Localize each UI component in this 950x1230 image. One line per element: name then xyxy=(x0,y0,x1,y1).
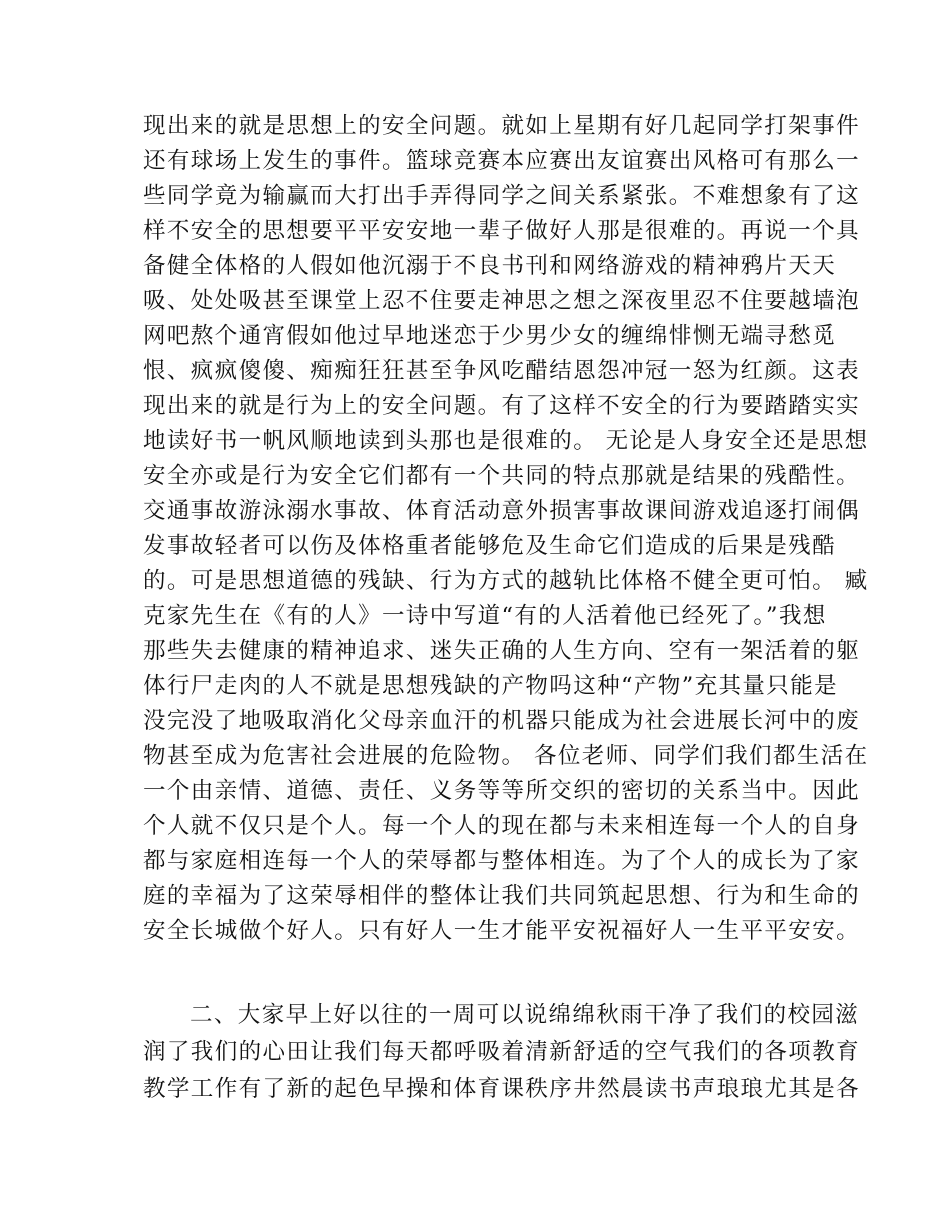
text-line: 个人就不仅只是个人。每一个人的现在都与未来相连每一个人的自身 xyxy=(143,813,861,839)
text-line: 网吧熬个通宵假如他过早地迷恋于少男少女的缠绵悱恻无端寻愁觅 xyxy=(143,323,837,349)
text-line: 些同学竟为输赢而大打出手弄得同学之间关系紧张。不难想象有了这 xyxy=(143,183,861,209)
text-line: 安全长城做个好人。只有好人一生才能平安祝福好人一生平平安安。 xyxy=(143,918,861,944)
text-line: 克家先生在《有的人》一诗中写道“有的人活着他已经死了。”我想 xyxy=(143,603,827,629)
text-line: 二、大家早上好以往的一周可以说绵绵秋雨干净了我们的校园滋 xyxy=(190,1002,860,1028)
text-line: 样不安全的思想要平平安安地一辈子做好人那是很难的。再说一个具 xyxy=(143,218,861,244)
text-line: 都与家庭相连每一个人的荣辱都与整体相连。为了个人的成长为了家 xyxy=(143,848,861,874)
text-line: 那些失去健康的精神追求、迷失正确的人生方向、空有一架活着的躯 xyxy=(143,638,861,664)
text-line: 安全亦或是行为安全它们都有一个共同的特点那就是结果的残酷性。 xyxy=(143,463,861,489)
text-line: 一个由亲情、道德、责任、义务等等所交织的密切的关系当中。因此 xyxy=(143,778,861,804)
text-line: 现出来的就是行为上的安全问题。有了这样不安全的行为要踏踏实实 xyxy=(143,393,861,419)
text-line: 恨、疯疯傻傻、痴痴狂狂甚至争风吃醋结恩怨冲冠一怒为红颜。这表 xyxy=(143,358,861,384)
text-line: 地读好书一帆风顺地读到头那也是很难的。 无论是人身安全还是思想 xyxy=(143,428,869,454)
text-line: 教学工作有了新的起色早操和体育课秩序井然晨读书声琅琅尤其是各 xyxy=(143,1076,861,1102)
text-line: 润了我们的心田让我们每天都呼吸着清新舒适的空气我们的各项教育 xyxy=(143,1039,861,1065)
text-line: 交通事故游泳溺水事故、体育活动意外损害事故课间游戏追逐打闹偶 xyxy=(143,498,861,524)
text-line: 还有球场上发生的事件。篮球竞赛本应赛出友谊赛出风格可有那么一 xyxy=(143,148,861,174)
text-line: 没完没了地吸取消化父母亲血汗的机器只能成为社会进展长河中的废 xyxy=(143,708,861,734)
text-line: 物甚至成为危害社会进展的危险物。 各位老师、同学们我们都生活在 xyxy=(143,743,869,769)
text-line: 体行尸走肉的人不就是思想残缺的产物吗这种“产物”充其量只能是 xyxy=(143,673,839,699)
text-line: 的。可是思想道德的残缺、行为方式的越轨比体格不健全更可怕。 臧 xyxy=(143,568,869,594)
text-line: 吸、处处吸甚至课堂上忍不住要走神思之想之深夜里忍不住要越墙泡 xyxy=(143,288,861,314)
text-line: 备健全体格的人假如他沉溺于不良书刊和网络游戏的精神鸦片天天 xyxy=(143,253,837,279)
text-line: 发事故轻者可以伤及体格重者能够危及生命它们造成的后果是残酷 xyxy=(143,533,837,559)
text-line: 庭的幸福为了这荣辱相伴的整体让我们共同筑起思想、行为和生命的 xyxy=(143,883,861,909)
text-line: 现出来的就是思想上的安全问题。就如上星期有好几起同学打架事件 xyxy=(143,113,861,139)
